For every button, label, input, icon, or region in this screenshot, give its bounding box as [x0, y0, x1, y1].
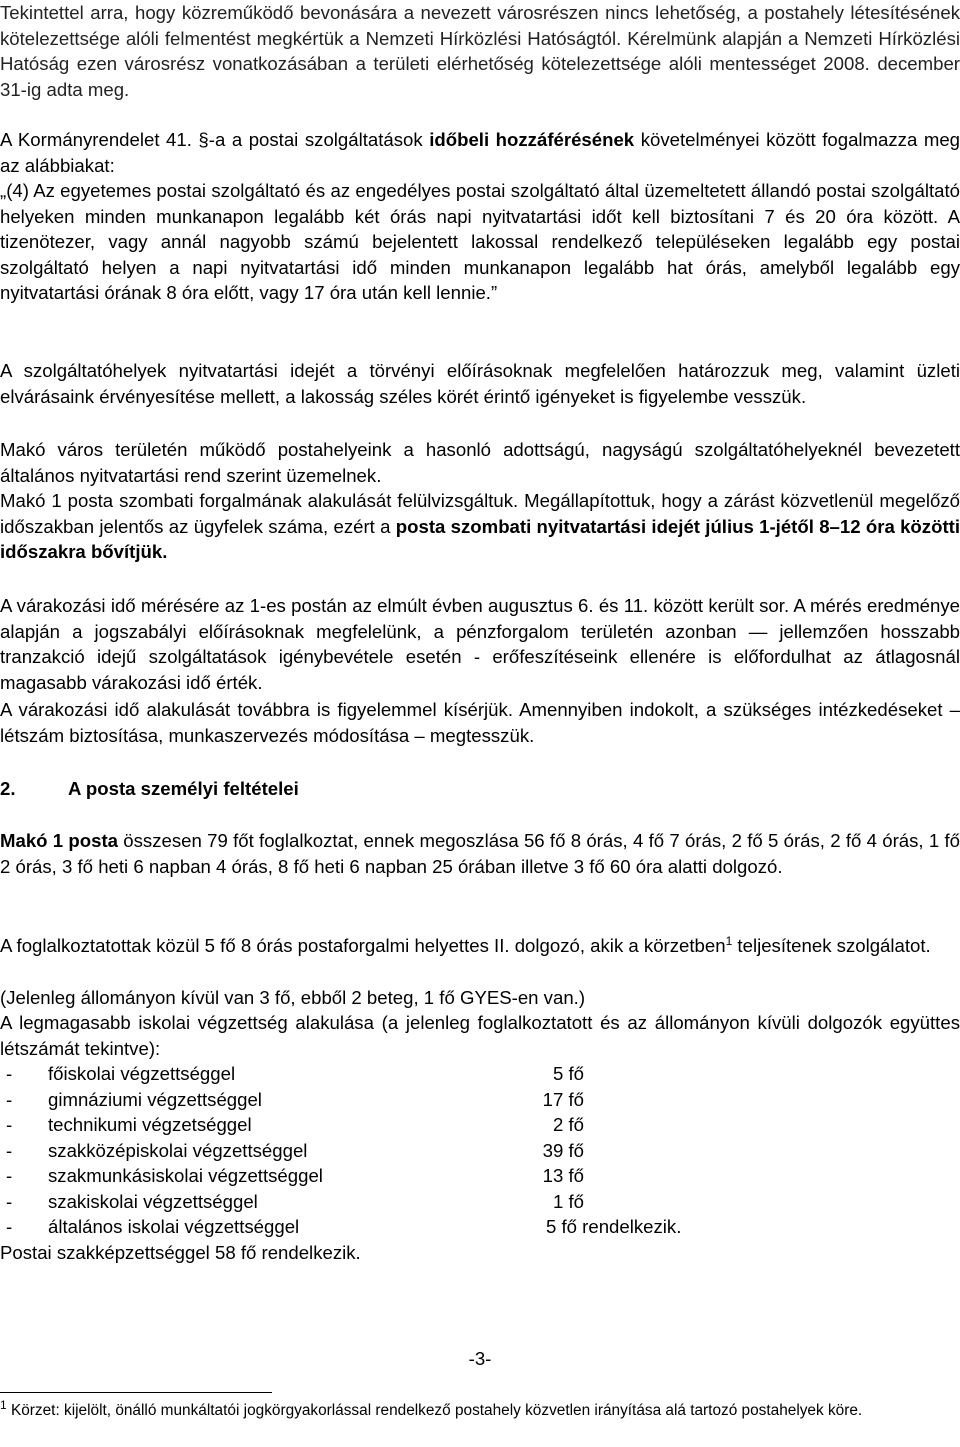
- paragraph-mako-offices: Makó város területén működő postahelyeink a hasonló adottságú, nagyságú szolgáltatóhelyeknél bevezetett általános nyitvatartási rend szerint üzemelnek.: [0, 439, 960, 486]
- regulation-intro: A Kormányrendelet 41. §-a a postai szolgáltatások: [0, 129, 430, 150]
- paragraph-waiting-time: A várakozási idő mérésére az 1-es postán az elmúlt évben augusztus 6. és 11. között került sor. A mérés eredménye alapján a jogszabályi előírásoknak megfelelünk, a pénzforgalom területén azonban — jellemzően hosszabb tranzakció idejű szolgáltatások igénybevétele esetén - erőfeszítéseink ellenére is előfordulhat az átlagosnál magasabb várakozási idő érték.: [0, 595, 960, 693]
- paragraph-qualification: Postai szakképzettséggel 58 fő rendelkezik.: [0, 1242, 361, 1263]
- regulation-quote: „(4) Az egyetemes postai szolgáltató és az engedélyes postai szolgáltató által üzemeltetett állandó postai szolgáltató helyeken minden munkanapon legalább két órás napi nyitvatartási időt kell biztosítani 7 és 20 óra között. A tizenötezer, vagy annál nagyobb számú bejelentett lakossal rendelkező településeken legalább egy postai szolgáltató helyen a napi nyitvatartási idő minden munkanapon legalább hat órás, amelyből legalább egy nyitvatartási órának 8 óra előtt, vagy 17 óra után kell lennie.”: [0, 180, 960, 303]
- list-item: - technikumi végzetséggel 2 fő: [6, 1114, 584, 1135]
- footnote-mark: 1: [0, 1397, 7, 1412]
- paragraph-staff: [0, 828, 960, 879]
- regulation-intro-end: követelményei között fogalmazza meg az alábbiakat:: [0, 129, 960, 176]
- education-list: [0, 1061, 960, 1240]
- footnote-ref: 1: [725, 933, 733, 948]
- list-item: - gimnáziumi végzettséggel 17 fő: [6, 1088, 584, 1110]
- list-item: - általános iskolai végzettséggel 5 fő rendelkezik.: [6, 1216, 682, 1237]
- list-item: - szakmunkásiskolai végzettséggel 13 fő: [6, 1165, 584, 1186]
- staff-bold: Makó 1 posta: [0, 830, 119, 851]
- section-heading: [0, 776, 299, 802]
- list-item: - szakiskolai végzettséggel 1 fő: [6, 1190, 584, 1212]
- section-title: A posta személyi feltételei: [68, 778, 299, 799]
- footnote: [0, 1399, 960, 1422]
- list-item: - szakközépiskolai végzettséggel 39 fő: [6, 1139, 584, 1161]
- paragraph-waiting-followup: A várakozási idő alakulását továbbra is figyelemmel kísérjük. Amennyiben indokolt, a szükséges intézkedéseket – létszám biztosítása, munkaszervezés módosítása – megtesszük.: [0, 699, 960, 746]
- section-number: 2.: [0, 778, 16, 799]
- paragraph-opening-hours: A szolgáltatóhelyek nyitvatartási idejét a törvényi előírásoknak megfelelően határozzuk meg, valamint üzleti elvárásaink érvényesítése mellett, a lakosság széles körét érintő igényeket is figyelembe vesszük.: [0, 360, 960, 407]
- paragraph-education-intro: A legmagasabb iskolai végzettség alakulása (a jelenleg foglalkoztatott és az állományon kívüli dolgozók együttes létszámát tekintve):: [0, 1012, 960, 1059]
- paragraph-exemption: Tekintettel arra, hogy közreműködő bevonására a nevezett városrészen nincs lehetőség, a postahely létesítésének kötelezettsége alóli felmentést megkértük a Nemzeti Hírközlési Hatóságtól. Kérelmünk alapján a Nemzeti Hírközlési Hatóság ezen városrész vonatkozásában a területi elérhetőség kötelezettsége alóli mentességet 2008. december 31-ig adta meg.: [0, 2, 960, 100]
- staff-text: összesen 79 főt foglalkoztat, ennek megoszlása 56 fő 8 órás, 4 fő 7 órás, 2 fő 5 órás, 2 fő 4 órás, 1 fő 2 órás, 3 fő heti 6 napban 4 órás, 8 fő heti 6 napban 25 órában illetve 3 fő 60 óra alatti dolgozó.: [0, 830, 960, 877]
- footnote-divider: [0, 1392, 272, 1393]
- paragraph-absent: (Jelenleg állományon kívül van 3 fő, ebből 2 beteg, 1 fő GYES-en van.): [0, 987, 586, 1008]
- list-item: - főiskolai végzettséggel 5 fő: [6, 1063, 584, 1084]
- paragraph-deputies: [0, 933, 960, 959]
- saturday-bold: posta szombati nyitvatartási idejét július 1-jétől 8–12 óra közötti időszakra bővítjük.: [0, 515, 960, 562]
- deputies-text: A foglalkoztatottak közül 5 fő 8 órás postaforgalmi helyettes II. dolgozó, akik a körzetben: [0, 935, 726, 956]
- footnote-text: Körzet: kijelölt, önálló munkáltatói jogkörgyakorlással rendelkező postahely közvetlen irányítása alá tartozó postahelyek köre.: [6, 1402, 863, 1419]
- deputies-text-end: teljesítenek szolgálatot.: [732, 935, 931, 956]
- page-number: -3-: [468, 1348, 492, 1369]
- paragraph-saturday: [0, 488, 960, 565]
- regulation-bold: időbeli hozzáférésének: [429, 129, 635, 150]
- paragraph-regulation: [0, 127, 960, 306]
- saturday-text: Makó 1 posta szombati forgalmának alakulását felülvizsgáltuk. Megállapítottuk, hogy a zárást közvetlenül megelőző időszakban jelentős az ügyfelek száma, ezért a: [0, 490, 960, 537]
